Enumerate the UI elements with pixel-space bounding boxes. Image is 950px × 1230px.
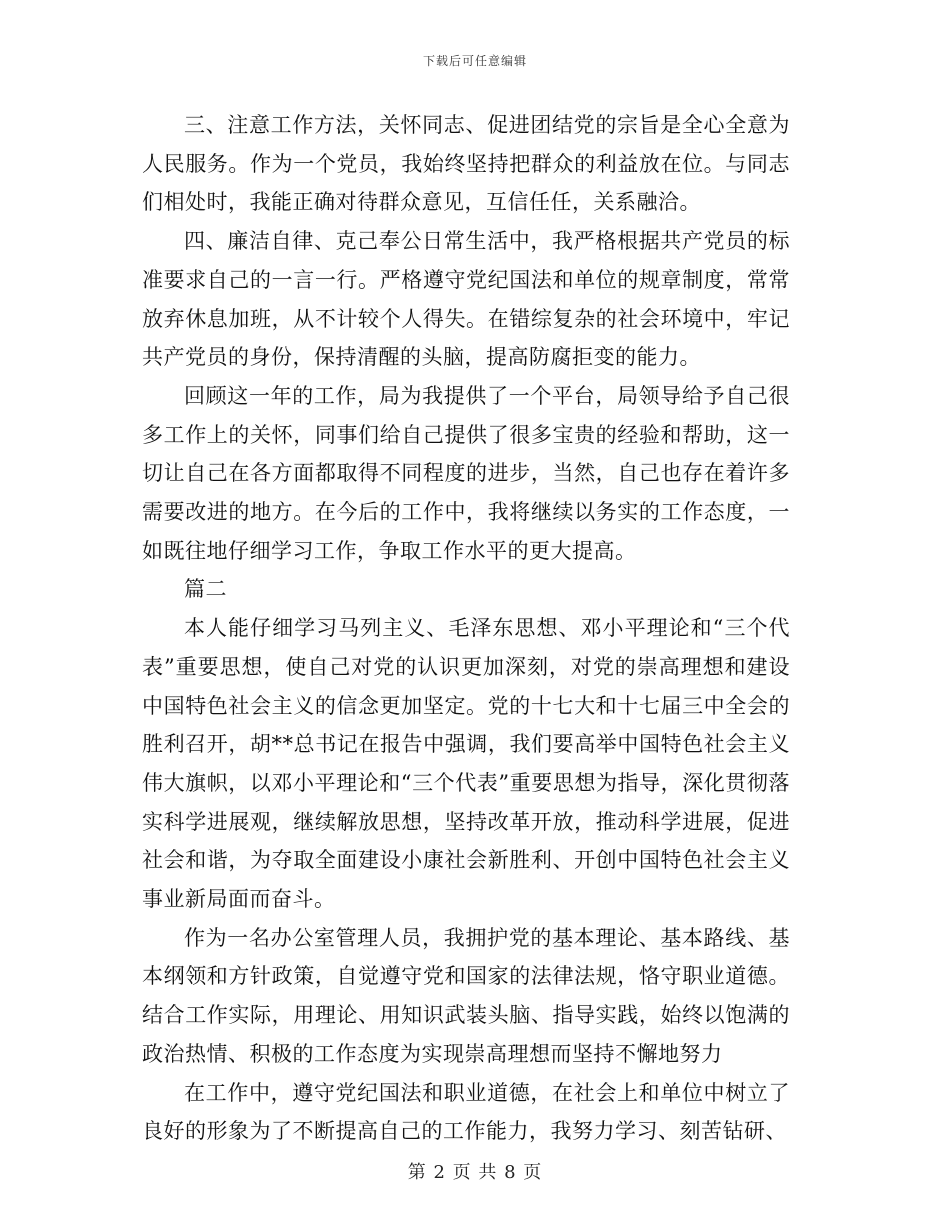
paragraph: 作为一名办公室管理人员，我拥护党的基本理论、基本路线、基本纲领和方针政策，自觉遵守党和国家的法律法规，恪守职业道德。结合工作实际，用理论、用知识武装头脑、指导实践，始终以饱满的政治热情、积极的工作态度为实现崇高理想而坚持不懈地努力 [142,925,790,1066]
page-header-note: 下载后可任意编辑 [422,54,527,68]
paragraph: 回顾这一年的工作，局为我提供了一个平台，局领导给予自己很多工作上的关怀，同事们给自己提供了很多宝贵的经验和帮助，这一切让自己在各方面都取得不同程度的进步，当然，自己也存在着许多需要改进的地方。在今后的工作中，我将继续以务实的工作态度，一如既往地仔细学习工作，争取工作水平的更大提高。 [142,383,790,563]
paragraph: 三、注意工作方法，关怀同志、促进团结党的宗旨是全心全意为人民服务。作为一个党员，我始终坚持把群众的利益放在位。与同志们相处时，我能正确对待群众意见，互信任任，关系融洽。 [142,113,790,215]
paragraph: 本人能仔细学习马列主义、毛泽东思想、邓小平理论和“三个代表”重要思想，使自己对党的认识更加深刻，对党的崇高理想和建设中国特色社会主义的信念更加坚定。党的十七大和十七届三中全会的胜利召开，胡**总书记在报告中强调，我们要高举中国特色社会主义伟大旗帜，以邓小平理论和“三个代表”重要思想为指导，深化贯彻落实科学进展观，继续解放思想，坚持改革开放，推动科学进展，促进社会和谐，为夺取全面建设小康社会新胜利、开创中国特色社会主义事业新局面而奋斗。 [142,616,790,912]
page-footer: 第 2 页 共 8 页 [407,1162,543,1183]
paragraph: 四、廉洁自律、克己奉公日常生活中，我严格根据共产党员的标准要求自己的一言一行。严格遵守党纪国法和单位的规章制度，常常放弃休息加班，从不计较个人得失。在错综复杂的社会环境中，牢记共产党员的身份，保持清醒的头脑，提高防腐拒变的能力。 [142,229,790,370]
paragraph: 在工作中，遵守党纪国法和职业道德，在社会上和单位中树立了良好的形象为了不断提高自己的工作能力，我努力学习、刻苦钻研、 [142,1080,790,1144]
section-heading: 篇二 [184,577,227,602]
document-body [142,106,790,1151]
